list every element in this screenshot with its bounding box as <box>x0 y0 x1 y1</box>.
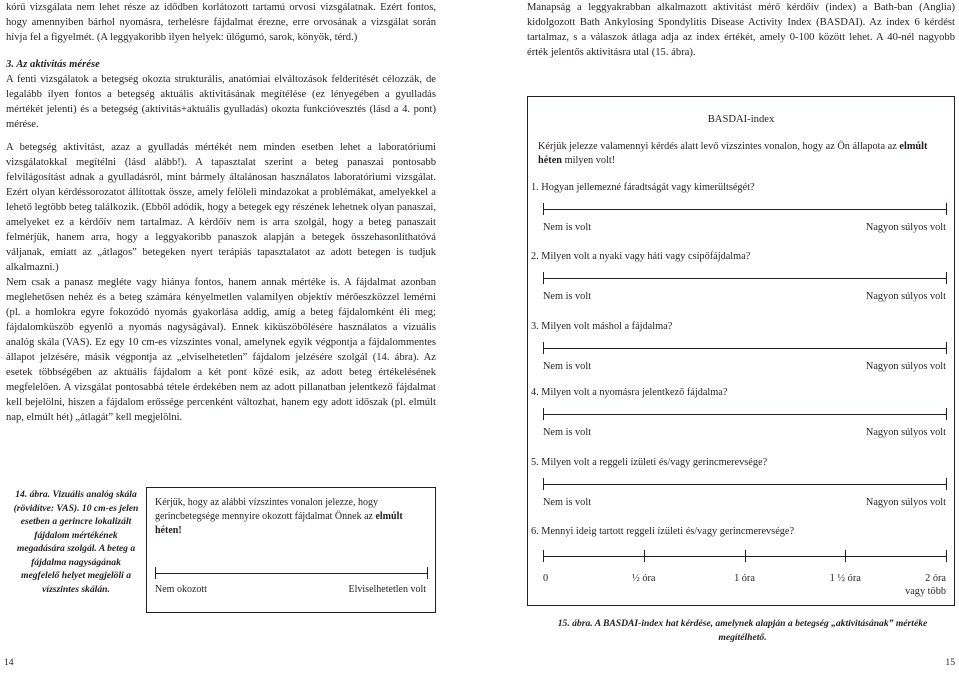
q4-label-right: Nagyon súlyos volt <box>865 427 946 438</box>
right-column <box>527 0 955 60</box>
q5-scale-line[interactable] <box>543 484 946 485</box>
q2-scale-line[interactable] <box>543 278 946 279</box>
basdai-instruction-text: Kérjük jelezze valamennyi kérdés alatt levő vízszintes vonalon, hogy az Ön állapota az <box>538 141 900 152</box>
vas-tick-left <box>155 567 156 579</box>
q3-tick-left <box>543 342 544 354</box>
vas-instruction-emphasis: elmúlt héten <box>155 511 403 536</box>
paragraph-3: Nem csak a panasz megléte vagy hiánya fontos, hanem annak mértéke is. A fájdalmat azonban meglehetősen nehéz és a beteg számára kényelmetlen valamilyen objektív mérőeszközzel lemérni (pl. a homlokra egyre fokozódó nyomás gyakorlása addig, amíg a beteg fájdalomként éli meg; fájdalomküszöb egyenlő a nyomás nagyságával). Ennek kiküszöbölésére használatos a vizuális analóg skála (VAS). Ez egy 10 cm-es vízszintes vonal, amelynek egyik végpontja a fájdalommentes állapot jelzésére, másik végpontja az „elviselhetetlen” fájdalom jelzésére szolgál (14. ábra). Az esetek többségében az aktuális fájdalom a két pont közé esik, az adott beteg értékelésének megfelelően. A vizsgálat pontosabbá tétele érdekében nem az adott pillanatban jelentkező fájdalmat kell bejelölni, hiszen a fájdalom erőssége percenként változhat, hanem egy adott időszak (pl. elmúlt nap, elmúlt hét) „átlagát” kell megjelölni. <box>6 277 436 423</box>
basdai-question-1: 1. Hogyan jellemezné fáradtságát vagy kimerültségét? <box>531 182 755 193</box>
q3-label-right: Nagyon súlyos volt <box>865 361 946 372</box>
basdai-form-box <box>527 96 955 606</box>
paragraph-2: A betegség aktivitást, azaz a gyulladás mértékét nem minden esetben lehet a laboratóriumi vizsgálatokkal megítélni (lásd alább!). A tapasztalat szerint a beteg panaszai pontosabb felvilágosítást adnak a gyulladásról, mint bármely általánosan használatos laboratóriumi vizsgálat. Ezért olyan kérdéssorozatot állítottak össze, amely felöleli mindazokat a problémákat, amelyekkel a lehető legtöbb beteg találkozik. (Ebből adódik, hogy a betegek egy részének lehetnek olyan panaszai, amelyeket ez a kérdőív nem tartalmaz. A kérdőív nem is arra szolgál, hogy a beteg panaszait felmérjük, hanem arra, hogy a leggyakoribb panaszok alapján a betegek összehasonlíthatóvá váljanak, emiatt az „átlagos” betegeken nyert terápiás tapasztalatot az adott betegen is tudjuk alkalmazni.) <box>6 142 436 273</box>
q1-scale-line[interactable] <box>543 209 946 210</box>
q5-tick-left <box>543 478 544 490</box>
figure-15-caption: 15. ábra. A BASDAI-index hat kérdése, amelynek alapján a betegség „aktivitásának” mértéke megítélhető. <box>557 618 928 643</box>
vas-tick-right <box>427 567 428 579</box>
basdai-instruction-emphasis: elmúlt héten <box>538 141 928 166</box>
basdai-question-5: 5. Milyen volt a reggeli ízületi és/vagy gerincmerevsége? <box>531 457 768 468</box>
q4-label-left: Nem is volt <box>543 427 592 438</box>
basdai-instruction <box>538 140 948 168</box>
q3-label-left: Nem is volt <box>543 361 592 372</box>
basdai-question-6: 6. Mennyi ideig tartott reggeli ízületi és/vagy gerincmerevsége? <box>531 526 795 537</box>
q1-tick-left <box>543 203 544 215</box>
q2-tick-right <box>946 272 947 284</box>
q3-scale-line[interactable] <box>543 348 946 349</box>
vas-figure-box <box>146 487 436 613</box>
vas-label-left: Nem okozott <box>155 584 207 595</box>
basdai-instruction-end: milyen volt! <box>562 155 616 166</box>
q1-label-right: Nagyon súlyos volt <box>865 222 946 233</box>
q6-label-half-hour: ½ óra <box>632 573 656 584</box>
vas-instruction-text: Kérjük, hogy az alábbi vízszintes vonalon jelezze, hogy gerincbetegsége mennyire okozott fájdalmat Önnek az <box>155 497 378 522</box>
q1-label-left: Nem is volt <box>543 222 592 233</box>
q2-label-left: Nem is volt <box>543 291 592 302</box>
q5-label-right: Nagyon súlyos volt <box>865 497 946 508</box>
basdai-question-4: 4. Milyen volt a nyomásra jelentkező fájdalma? <box>531 387 728 398</box>
q2-tick-left <box>543 272 544 284</box>
q6-tick <box>543 550 544 562</box>
q6-tick <box>946 550 947 562</box>
q2-label-right: Nagyon súlyos volt <box>865 291 946 302</box>
page-number-left: 14 <box>4 657 14 668</box>
q4-scale-line[interactable] <box>543 414 946 415</box>
q6-label-0: 0 <box>543 573 549 584</box>
q6-label-one-hour: 1 óra <box>734 573 755 584</box>
q5-label-left: Nem is volt <box>543 497 592 508</box>
basdai-title: BASDAI-index <box>707 114 775 125</box>
basdai-question-2: 2. Milyen volt a nyaki vagy háti vagy csípőfájdalma? <box>531 251 751 262</box>
page-number-right: 15 <box>945 657 955 668</box>
q6-tick <box>845 550 846 562</box>
vas-scale-line[interactable] <box>155 573 427 574</box>
basdai-question-3: 3. Milyen volt máshol a fájdalma? <box>531 321 673 332</box>
q6-label-two-hours: 2 óra vagy több <box>905 573 946 597</box>
paragraph-1: A fenti vizsgálatok a betegség okozta strukturális, anatómiai elváltozások felderítését célozzák, de legalább ilyen fontos a betegség aktuális aktivitásának megítélése (ez lényegében a gyulladás mértékét jelenti) és a betegség (aktivitás+aktuális gyulladás) okozta funkcióvesztés (lásd a 4. pont) mérése. <box>6 74 436 130</box>
vas-instruction <box>155 496 430 538</box>
left-column <box>6 0 436 425</box>
q6-tick <box>644 550 645 562</box>
q5-tick-right <box>946 478 947 490</box>
vas-instruction-end: ! <box>178 525 182 536</box>
q4-tick-right <box>946 408 947 420</box>
intro-paragraph: kórű vizsgálata nem lehet része az idődben korlátozott tartamú orvosi vizsgálatnak. Ezért fontos, hogy amennyiben bárhol nyomásra, terhelésre fájdalmat érezne, erre orvosának a vizsgálat során hívja fel a figyelmét. (A leggyakoribb ilyen helyek: ülőgumó, sarok, könyök, térd.) <box>6 2 436 43</box>
q3-tick-right <box>946 342 947 354</box>
right-intro-paragraph: Manapság a leggyakrabban alkalmazott aktivitást mérő kérdőív (index) a Bath-ban (Anglia) kidolgozott Bath Ankylosing Spondylitis Disease Activity Index (BASDAI). Az index 6 kérdést tartalmaz, s a válaszok átlaga adja az index értékét, amely 0-100 között lehet. A 40-nél nagyobb érték jelentős aktivitásra utal (15. ábra). <box>527 2 955 58</box>
figure-14-caption: 14. ábra. Vizuális analóg skála (rövidítve: VAS). 10 cm-es jelen esetben a gerincre lokalizált fájdalom mértékének megadására szolgál. A beteg a fájdalma nagyságának megfelelő helyet megjelöli a vízszintes skálán. <box>13 489 139 595</box>
q6-tick <box>745 550 746 562</box>
q4-tick-left <box>543 408 544 420</box>
q1-tick-right <box>946 203 947 215</box>
section-heading: 3. Az aktivitás mérése <box>6 59 100 70</box>
vas-label-right: Elviselhetetlen volt <box>348 584 426 595</box>
q6-label-one-half-hour: 1 ½ óra <box>829 573 861 584</box>
